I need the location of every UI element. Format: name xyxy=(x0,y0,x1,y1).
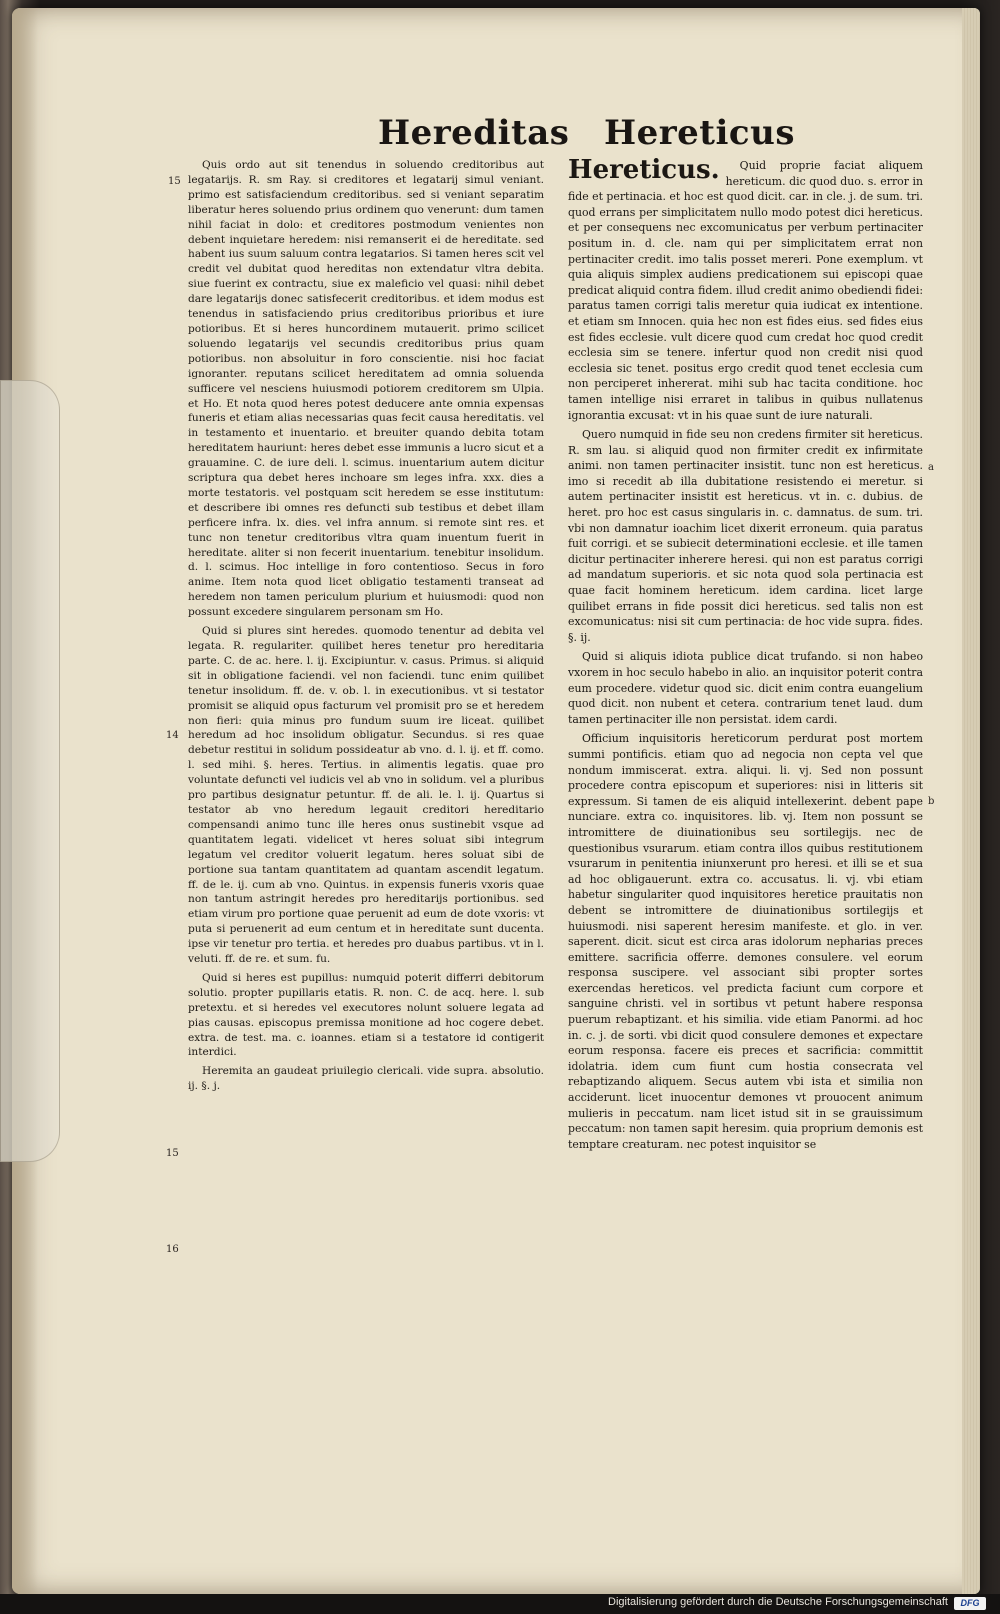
text-entry xyxy=(188,624,544,967)
footer-bar xyxy=(0,1594,1000,1614)
margin-number: 14 xyxy=(166,730,179,741)
text-entry xyxy=(188,1064,544,1094)
paragraph: Quis ordo aut sit tenendus in soluendo creditoribus aut legatarijs. R. sm Ray. si creditores et legatarij simul veniant. primo est satisfaciendum creditoribus. sed si veniant separatim liberatur heres soluendo prius ordinem quo venerunt: dum tamen nihil faciat in dolo: et creditores postmodum venientes non debent inquietare heredem: nisi remanserit ei de hereditate. sed habent ius suum saluum contra legatarios. Si tamen heres scit vel credit vel dubitat quod hereditas non extendatur vltra debita. siue fuerint ex contractu, siue ex maleficio vel quasi: nihil debet dare legatarijs donec satisfecerit creditoribus. et idem modus est tenendus in satisfaciendo prius creditoribus prioribus et iure potioribus. Et si heres huncordinem mutauerit. primo scilicet soluendo legatarijs vel secundis creditoribus prius quam potioribus. non absoluitur in foro conscientie. nisi hoc faciat ignoranter. reputans scilicet hereditatem ad omnia soluenda sufficere vel nesciens huiusmodi potiorem creditorem sm Ulpia. et Ho. Et nota quod heres potest deducere ante omnia expensas funeris et etiam alias necessarias quas fecit causa hereditatis. vel in testamento et inuentario. et breuiter quando debita totam hereditatem hauriunt: heres debet esse immunis a lucro sicut et a grauamine. C. de iure deli. l. scimus. inuentarium autem dicitur scriptura qua debet heres inchoare sm leges infra. xxx. dies a morte testatoris. vel postquam scit heredem se esse institutum: et describere ibi omnes res defuncti sub testibus et debet illam perficere infra. lx. dies. vel infra annum. si remote sint res. et tunc non tenetur creditoribus vltra quam inuentum fuerit in hereditate. aliter si non fecerit inuentarium. tenebitur insolidum. d. l. scimus. Hoc intellige in foro contentioso. Secus in foro anime. Item nota quod licet obligatio testamenti transeat ad heredem non tamen periculum plurium et huiusmodi: quod non possunt excedere singularem personam sm Ho. xyxy=(188,159,544,619)
text-entry xyxy=(188,971,544,1060)
plastic-page-clip xyxy=(0,380,60,1162)
text-entry xyxy=(568,155,924,423)
running-head-right: Hereticus xyxy=(604,113,795,153)
paragraph: Quid proprie faciat aliquem hereticum. dic quod duo. s. error in fide et pertinacia. et hoc est quod dicit. car. in cle. j. de sum. tri. quod errans per simplicitatem nullo modo potest dici hereticus. et per consequens nec excomunicatus per verbum pertinaciter positum in. d. cle. nam qui per simplicitatem errat non pertinaciter credit. imo talis posset mereri. Pone exemplum. vt quia aliquis simplex audiens predicationem sui episcopi quae predicat aliquid contra fidem. illud credit animo obediendi fidei: paratus tamen corrigi talis meretur quia iudicat ex intentione. et etiam sm Innocen. quia hec non est fides eius. sed fides eius est fides ecclesie. vult dicere quod cum credat hoc quod credit ecclesia sim se tenere. infertur quod non credit nisi quod ecclesia sic tenet. positus ergo credit quod tenet ecclesia cum non perciperet inhererat. mihi sub hac tacita conditione. hoc tamen intellige nisi erraret in talibus in quibus nullatenus ignorantia excusat: vt in his quae sunt de iure naturali. xyxy=(568,159,924,422)
paragraph: Quid si plures sint heredes. quomodo tenentur ad debita vel legata. R. regulariter. quilibet heres tenetur pro hereditaria parte. C. de ac. here. l. ij. Excipiuntur. v. casus. Primus. si aliquid sit in obligatione faciendi. vel non faciendi. tunc enim quilibet tenetur insolidum. ff. de. v. ob. l. in executionibus. vt si testator promisit se aliquid opus facturum vel promisit pro se et heredem non fieri: quia minus pro fundum suum ire liceat. quilibet heredum ad hoc insolidum obligatur. Secundus. si res quae debetur restitui in solidum possideatur ab vno. d. l. ij. et ff. como. l. sed mihi. §. heres. Tertius. in alimentis legatis. quae pro voluntate defuncti vel iudicis vel ab vno in solidum. vel a pluribus pro partibus designatur petuntur. ff. de ali. le. l. ij. Quartus si testator ab vno heredum legauit creditori hereditario compensandi animo tunc ille heres onus sustinebit vsque ad quantitatem legati. videlicet vt heres soluat sibi integrum legatum vel creditor voluerit legatum. heres soluat sibi de portione sua tantam quantitatem ad quantam ascendit legatum. ff. de le. ij. cum ab vno. Quintus. in expensis funeris vxoris quae non tantum astringit heredes pro hereditarijs portionibus. sed etiam virum pro portione quae peruenit ad eum de dote vxoris: vt puta si peruenerit ad eum centum et in hereditate sunt ducenta. ipse vir tenetur pro tertia. et heredes pro duabus partibus. vt in l. veluti. ff. de re. et sum. fu. xyxy=(188,625,544,966)
text-entry xyxy=(188,158,544,620)
left-text-column xyxy=(188,158,544,1278)
margin-letter: b xyxy=(928,796,935,807)
paragraph: Heremita an gaudeat priuilegio clericali. vide supra. absolutio. ij. §. j. xyxy=(188,1065,544,1093)
text-entry xyxy=(568,731,923,1152)
right-text-column xyxy=(568,155,924,1286)
margin-number: 16 xyxy=(166,1244,179,1255)
lemma-heading: Hereticus. xyxy=(568,155,720,185)
page-fore-edge xyxy=(962,8,980,1594)
digitization-credit: Digitalisierung gefördert durch die Deutsche Forschungsgemeinschaft xyxy=(608,1596,948,1608)
text-entry xyxy=(568,649,923,727)
margin-number: 15 xyxy=(168,176,181,187)
paragraph: Quero numquid in fide seu non credens firmiter sit hereticus. R. sm lau. si aliquid quod non firmiter credit ex infirmitate animi. non tamen pertinaciter insistit. tunc non est hereticus. imo si recedit ab illa dubitatione resistendo ei meretur. si autem pertinaciter insistit est hereticus. vt in. c. dubius. de heret. pro hoc est casus singularis in. c. damnatus. de sum. tri. vbi non damnatur ioachim licet dixerit erroneum. quia paratus fuit corrigi. et se subiecit determinationi ecclesie. et ille tamen dicitur pertinaciter inherere heresi. qui non est paratus corrigi ad mandatum superioris. et sic nota quod sola pertinacia est quae facit hominem hereticum. idem cardina. licet large quilibet errans in fide possit dici hereticus. sed talis non est excomunicatus: nisi sit cum pertinacia: de hoc vide supra. fides. §. ij. xyxy=(568,428,923,644)
dfg-logo-icon: DFG xyxy=(954,1597,986,1610)
margin-number: 15 xyxy=(166,1148,179,1159)
paragraph: Quid si heres est pupillus: numquid poterit differri debitorum solutio. propter pupillaris etatis. R. non. C. de acq. here. l. sub pretextu. et si heredes vel executores nolunt soluere legata ad pias causas. episcopus premissa monitione ad hoc cogere debet. extra. de test. ma. c. ioannes. etiam si a testatore id contigerit interdici. xyxy=(188,971,544,1059)
paragraph: Officium inquisitoris hereticorum perdurat post mortem summi pontificis. etiam quo ad negocia non cepta vel que nondum immiscerat. extra. aliqui. li. vj. Sed non possunt procedere contra episcopum et superiores: nisi in litteris sit expressum. Si tamen de eis aliquid intellexerint. debent pape nunciare. extra co. inquisitores. lib. vj. Item non possunt se intromittere de diuinationibus seu sortilegijs. nec de questionibus vsurarum. etiam contra illos quibus restitutionem vsurarum in penitentia iniunxerunt pro heresi. et illi se et sua ad hoc obligauerunt. extra co. accusatus. li. vj. vbi etiam habetur singulariter quod inquisitores heretice prauitatis non debent se intromittere de diuinationibus sortilegijs et huiusmodi. nisi saperent heresim manifeste. et glo. in ver. saperent. dicit. sicut est circa aras idolorum nepharias preces emittere. sacrificia offerre. demones consulere. vel eorum responsa suscipere. vel associant sibi propter sortes exercendas hereticos. vel predicta faciunt cum corpore et sanguine christi. vel in sortibus vt petunt habere responsa puerum rebaptizant. et his similia. vide etiam Panormi. ad hoc in. c. j. de sorti. vbi dicit quod consulere demones et expectare eorum responsa. facere eis preces et sacrificia: committit idolatria. idem cum fiunt cum hostia consecrata vel rebaptizando aliquem. Secus autem vbi ista et similia non acciderunt. licet inuocentur demones vt prouocent animum mulieris in peccatum. nam licet istud sit in se grauissimum peccatum: non tamen sapit heresim. quia proprium demonis est temptare creaturam. nec potest inquisitor se xyxy=(568,732,923,1151)
margin-letter: a xyxy=(928,462,934,473)
text-entry xyxy=(568,427,923,645)
running-head-left: Hereditas xyxy=(378,113,570,153)
paragraph: Quid si aliquis idiota publice dicat trufando. si non habeo vxorem in hoc seculo habebo in alio. an inquisitor poterit contra eum procedere. videtur quod sic. dicit enim contra euangelium quod dicit. non nubent et cetera. contrarium tenet laud. dum tamen pertinaciter ille non persistat. idem cardi. xyxy=(568,650,923,726)
